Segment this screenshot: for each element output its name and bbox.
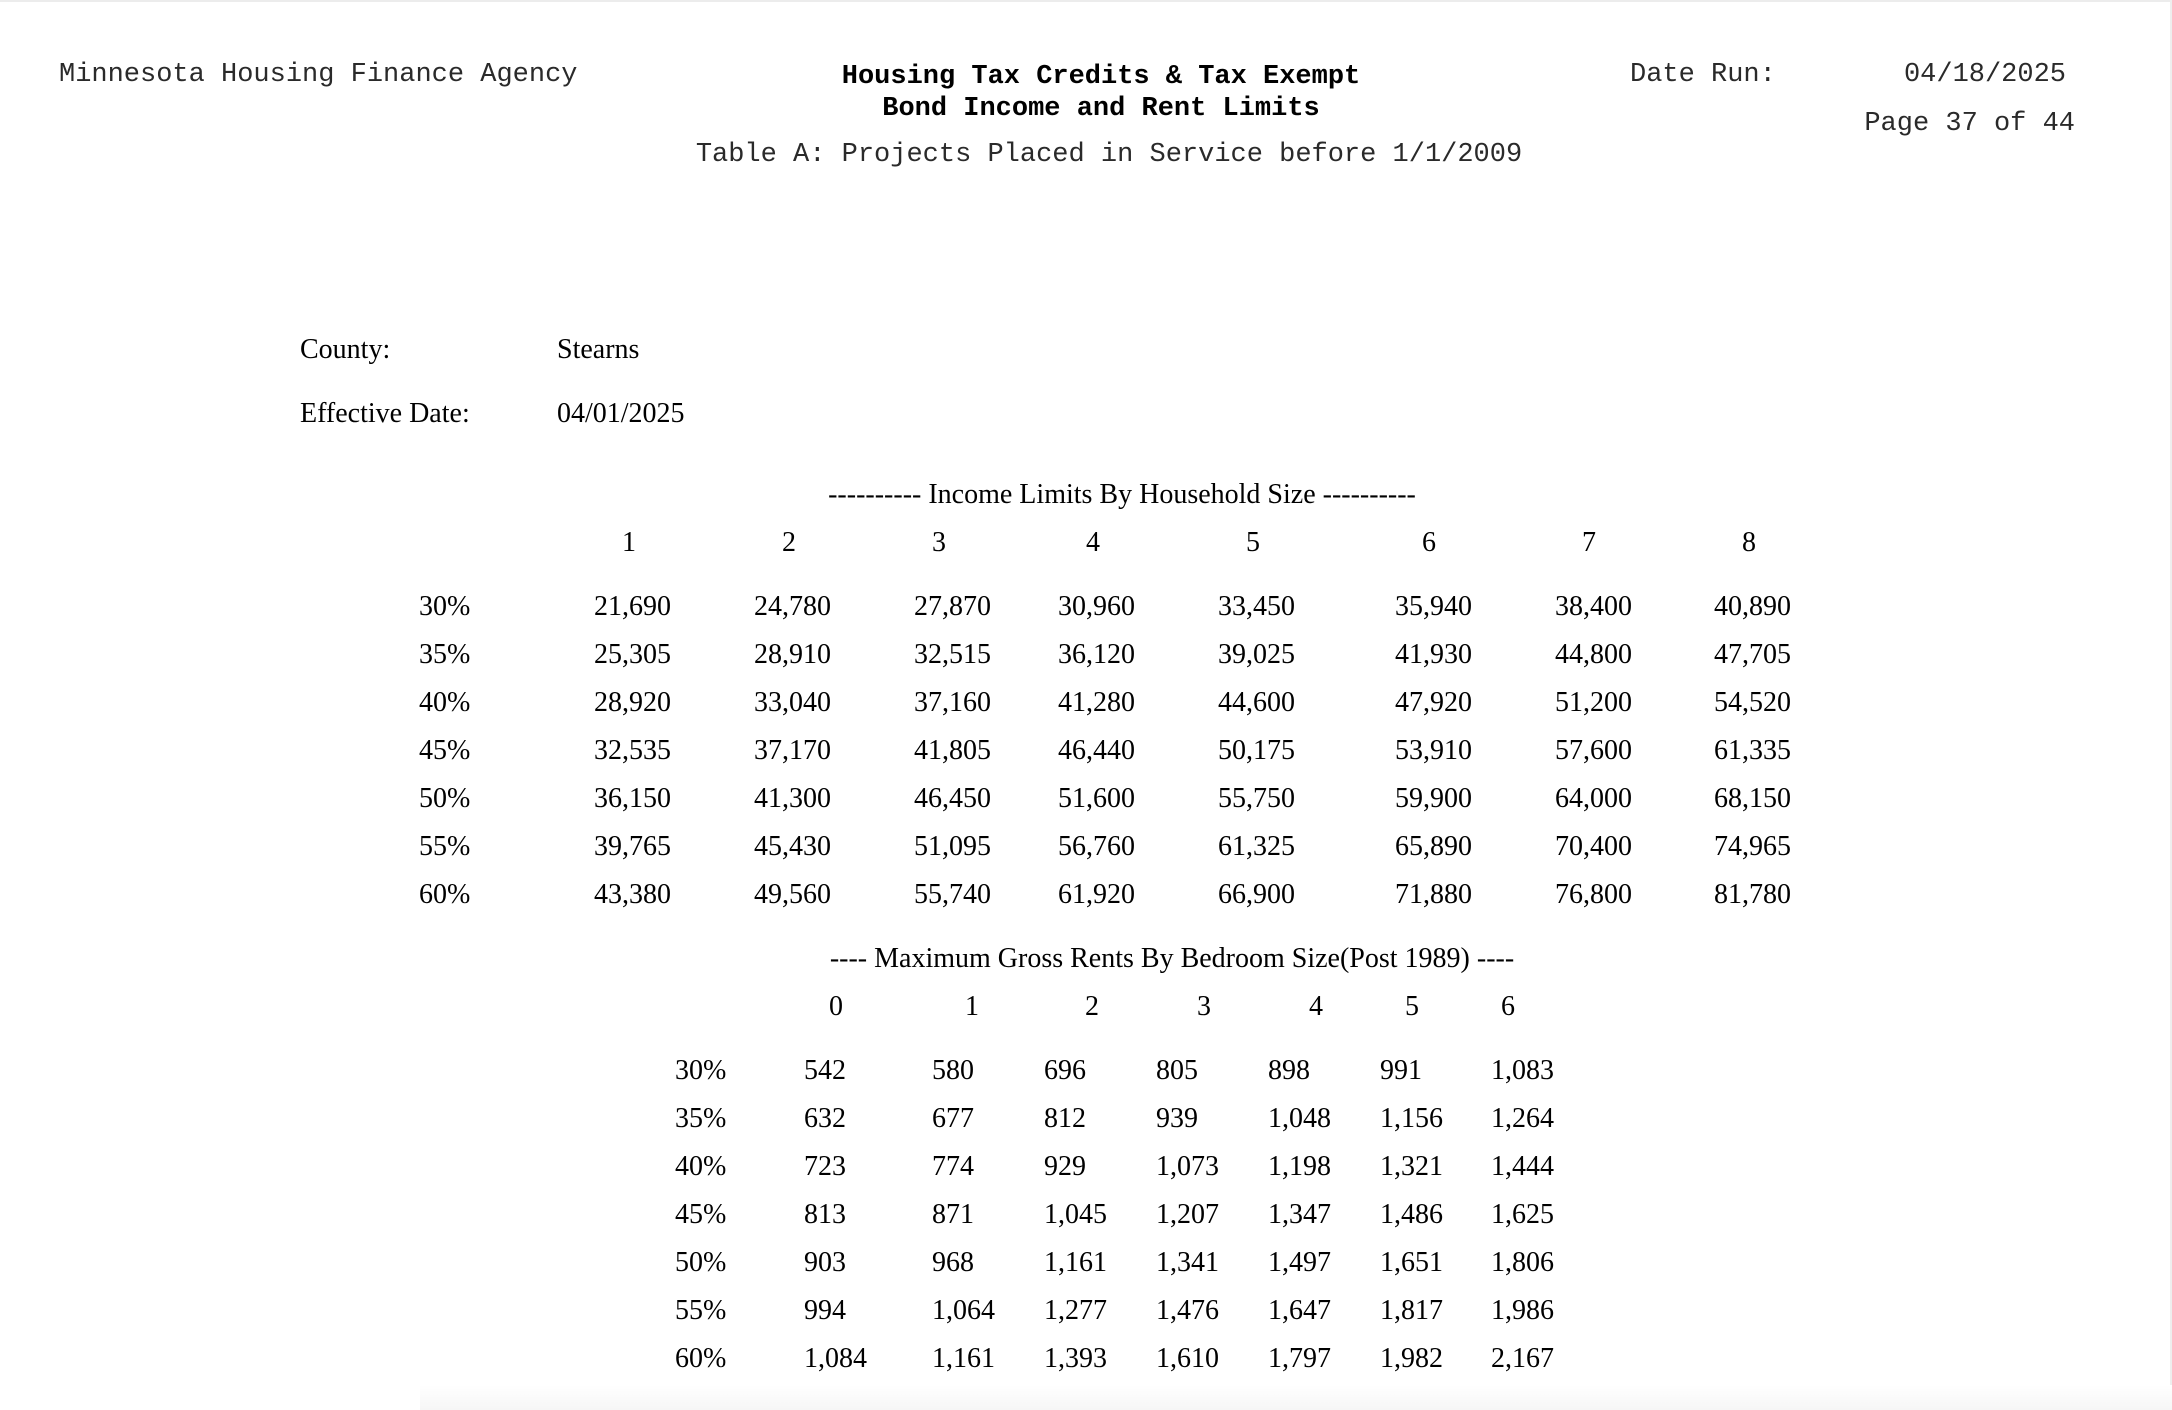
income-limit-cell: 25,305 [594, 639, 671, 670]
max-rent-cell: 1,486 [1380, 1199, 1443, 1230]
agency-name: Minnesota Housing Finance Agency [59, 60, 578, 90]
bedroom-size-column-header: 6 [1501, 991, 1515, 1022]
rent-row-percent-label: 60% [675, 1343, 727, 1374]
max-rent-cell: 1,797 [1268, 1343, 1331, 1374]
bedroom-size-column-header: 4 [1309, 991, 1323, 1022]
max-rent-cell: 1,045 [1044, 1199, 1107, 1230]
max-rent-cell: 1,161 [1044, 1247, 1107, 1278]
income-limit-cell: 53,910 [1395, 735, 1472, 766]
rent-row-percent-label: 30% [675, 1055, 727, 1086]
income-limit-cell: 45,430 [754, 831, 831, 862]
income-limit-cell: 21,690 [594, 591, 671, 622]
income-limit-cell: 33,040 [754, 687, 831, 718]
income-limit-cell: 38,400 [1555, 591, 1632, 622]
income-row-percent-label: 40% [419, 687, 471, 718]
income-limit-cell: 68,150 [1714, 783, 1791, 814]
max-rent-cell: 1,347 [1268, 1199, 1331, 1230]
max-rent-cell: 968 [932, 1247, 974, 1278]
max-rent-cell: 1,806 [1491, 1247, 1554, 1278]
max-rent-cell: 1,064 [932, 1295, 995, 1326]
income-limit-cell: 28,920 [594, 687, 671, 718]
max-rent-cell: 677 [932, 1103, 974, 1134]
max-rent-cell: 812 [1044, 1103, 1086, 1134]
report-title-line2: Bond Income and Rent Limits [882, 94, 1320, 124]
income-limit-cell: 61,920 [1058, 879, 1135, 910]
household-size-column-header: 6 [1422, 527, 1436, 558]
max-rent-cell: 1,161 [932, 1343, 995, 1374]
income-limit-cell: 28,910 [754, 639, 831, 670]
income-limit-cell: 41,280 [1058, 687, 1135, 718]
income-limit-cell: 64,000 [1555, 783, 1632, 814]
max-rent-cell: 939 [1156, 1103, 1198, 1134]
income-limit-cell: 36,120 [1058, 639, 1135, 670]
income-row-percent-label: 30% [419, 591, 471, 622]
income-row-percent-label: 55% [419, 831, 471, 862]
max-rent-cell: 991 [1380, 1055, 1422, 1086]
income-row-percent-label: 50% [419, 783, 471, 814]
income-limit-cell: 32,515 [914, 639, 991, 670]
income-limit-cell: 36,150 [594, 783, 671, 814]
max-rent-cell: 1,476 [1156, 1295, 1219, 1326]
household-size-column-header: 3 [932, 527, 946, 558]
max-rent-cell: 1,497 [1268, 1247, 1331, 1278]
rent-row-percent-label: 45% [675, 1199, 727, 1230]
bedroom-size-column-header: 3 [1197, 991, 1211, 1022]
income-limit-cell: 35,940 [1395, 591, 1472, 622]
max-rent-cell: 2,167 [1491, 1343, 1554, 1374]
income-limit-cell: 32,535 [594, 735, 671, 766]
income-limit-cell: 37,160 [914, 687, 991, 718]
max-rent-cell: 1,817 [1380, 1295, 1443, 1326]
max-rent-cell: 898 [1268, 1055, 1310, 1086]
max-rent-cell: 1,084 [804, 1343, 867, 1374]
max-rent-cell: 1,198 [1268, 1151, 1331, 1182]
rent-row-percent-label: 55% [675, 1295, 727, 1326]
income-limit-cell: 41,930 [1395, 639, 1472, 670]
date-run-label: Date Run: [1630, 60, 1776, 90]
income-limit-cell: 47,920 [1395, 687, 1472, 718]
income-limit-cell: 39,025 [1218, 639, 1295, 670]
max-rent-cell: 1,207 [1156, 1199, 1219, 1230]
max-rent-cell: 1,048 [1268, 1103, 1331, 1134]
max-rent-cell: 580 [932, 1055, 974, 1086]
income-limit-cell: 70,400 [1555, 831, 1632, 862]
rent-row-percent-label: 35% [675, 1103, 727, 1134]
max-rent-cell: 1,073 [1156, 1151, 1219, 1182]
income-limit-cell: 71,880 [1395, 879, 1472, 910]
bedroom-size-column-header: 0 [829, 991, 843, 1022]
income-limit-cell: 43,380 [594, 879, 671, 910]
income-limit-cell: 61,335 [1714, 735, 1791, 766]
page-bottom-shadow [420, 1385, 2172, 1410]
max-rent-cell: 994 [804, 1295, 846, 1326]
income-limit-cell: 44,800 [1555, 639, 1632, 670]
bedroom-size-column-header: 1 [965, 991, 979, 1022]
income-limit-cell: 47,705 [1714, 639, 1791, 670]
page-top-border [0, 0, 2172, 2]
income-limit-cell: 76,800 [1555, 879, 1632, 910]
income-limit-cell: 33,450 [1218, 591, 1295, 622]
income-row-percent-label: 35% [419, 639, 471, 670]
income-limit-cell: 46,440 [1058, 735, 1135, 766]
page-number: Page 37 of 44 [1864, 109, 2075, 139]
income-limit-cell: 66,900 [1218, 879, 1295, 910]
max-rent-cell: 813 [804, 1199, 846, 1230]
income-limits-heading: ---------- Income Limits By Household Size ---------- [828, 479, 1416, 510]
income-limit-cell: 51,200 [1555, 687, 1632, 718]
max-rent-cell: 774 [932, 1151, 974, 1182]
rent-row-percent-label: 50% [675, 1247, 727, 1278]
income-limit-cell: 61,325 [1218, 831, 1295, 862]
max-rent-cell: 1,393 [1044, 1343, 1107, 1374]
income-limit-cell: 59,900 [1395, 783, 1472, 814]
max-rent-cell: 1,651 [1380, 1247, 1443, 1278]
income-limit-cell: 51,600 [1058, 783, 1135, 814]
income-limit-cell: 39,765 [594, 831, 671, 862]
income-limit-cell: 74,965 [1714, 831, 1791, 862]
income-row-percent-label: 60% [419, 879, 471, 910]
household-size-column-header: 5 [1246, 527, 1260, 558]
income-limit-cell: 41,805 [914, 735, 991, 766]
max-rent-cell: 1,083 [1491, 1055, 1554, 1086]
county-value: Stearns [557, 334, 640, 365]
report-subtitle: Table A: Projects Placed in Service before 1/1/2009 [695, 140, 1523, 170]
income-limit-cell: 81,780 [1714, 879, 1791, 910]
income-limit-cell: 27,870 [914, 591, 991, 622]
county-label: County: [300, 334, 391, 365]
max-rent-cell: 1,341 [1156, 1247, 1219, 1278]
income-limit-cell: 24,780 [754, 591, 831, 622]
income-limit-cell: 54,520 [1714, 687, 1791, 718]
max-rent-cell: 929 [1044, 1151, 1086, 1182]
income-limit-cell: 55,740 [914, 879, 991, 910]
household-size-column-header: 2 [782, 527, 796, 558]
max-rent-cell: 871 [932, 1199, 974, 1230]
max-rent-cell: 805 [1156, 1055, 1198, 1086]
household-size-column-header: 7 [1582, 527, 1596, 558]
max-rent-cell: 1,277 [1044, 1295, 1107, 1326]
income-limit-cell: 30,960 [1058, 591, 1135, 622]
max-rent-cell: 903 [804, 1247, 846, 1278]
max-rent-cell: 723 [804, 1151, 846, 1182]
max-rent-cell: 1,647 [1268, 1295, 1331, 1326]
max-rent-cell: 1,610 [1156, 1343, 1219, 1374]
bedroom-size-column-header: 5 [1405, 991, 1419, 1022]
effective-date-label: Effective Date: [300, 398, 470, 429]
date-run-value: 04/18/2025 [1903, 60, 2066, 90]
income-limit-cell: 46,450 [914, 783, 991, 814]
income-limit-cell: 55,750 [1218, 783, 1295, 814]
income-limit-cell: 37,170 [754, 735, 831, 766]
max-rent-cell: 1,625 [1491, 1199, 1554, 1230]
report-title-line1: Housing Tax Credits & Tax Exempt [841, 62, 1361, 92]
effective-date-value: 04/01/2025 [557, 398, 685, 429]
income-limit-cell: 41,300 [754, 783, 831, 814]
household-size-column-header: 8 [1742, 527, 1756, 558]
bedroom-size-column-header: 2 [1085, 991, 1099, 1022]
max-rent-cell: 696 [1044, 1055, 1086, 1086]
max-rents-heading: ---- Maximum Gross Rents By Bedroom Size(Post 1989) ---- [829, 943, 1515, 974]
income-limit-cell: 56,760 [1058, 831, 1135, 862]
income-limit-cell: 57,600 [1555, 735, 1632, 766]
household-size-column-header: 4 [1086, 527, 1100, 558]
income-row-percent-label: 45% [419, 735, 471, 766]
income-limit-cell: 65,890 [1395, 831, 1472, 862]
rent-row-percent-label: 40% [675, 1151, 727, 1182]
income-limit-cell: 50,175 [1218, 735, 1295, 766]
income-limit-cell: 44,600 [1218, 687, 1295, 718]
max-rent-cell: 1,444 [1491, 1151, 1554, 1182]
max-rent-cell: 542 [804, 1055, 846, 1086]
max-rent-cell: 1,156 [1380, 1103, 1443, 1134]
income-limit-cell: 49,560 [754, 879, 831, 910]
max-rent-cell: 1,986 [1491, 1295, 1554, 1326]
max-rent-cell: 632 [804, 1103, 846, 1134]
max-rent-cell: 1,264 [1491, 1103, 1554, 1134]
max-rent-cell: 1,321 [1380, 1151, 1443, 1182]
income-limit-cell: 51,095 [914, 831, 991, 862]
income-limit-cell: 40,890 [1714, 591, 1791, 622]
max-rent-cell: 1,982 [1380, 1343, 1443, 1374]
household-size-column-header: 1 [622, 527, 636, 558]
